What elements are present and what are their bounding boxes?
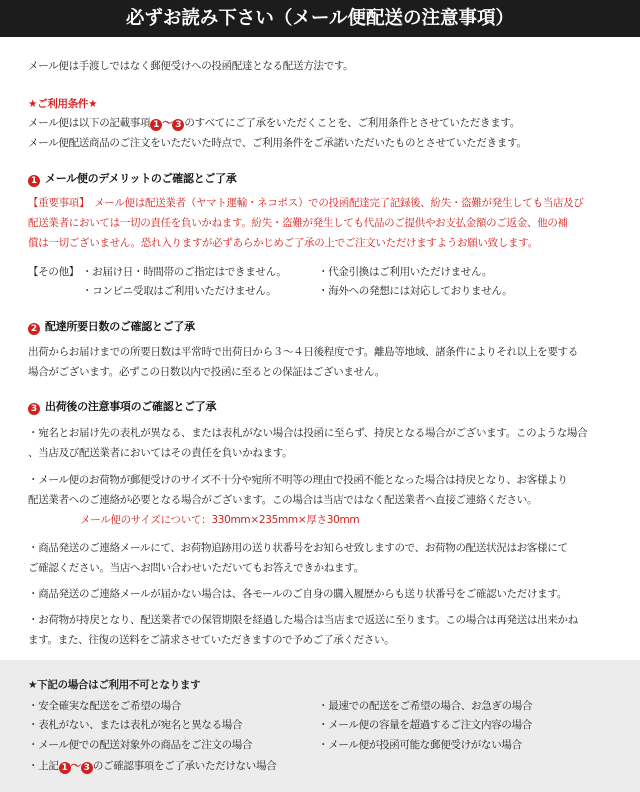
section-2-title: 配達所要日数のご確認とご了承 xyxy=(45,320,195,333)
number-1-icon: 1 xyxy=(59,762,71,774)
number-1-icon: 1 xyxy=(150,119,162,131)
unavailable-right-2: ・メール便の容量を超過するご注文内容の場合 xyxy=(318,719,532,731)
unavailable-left-2: ・表札がない、または表札が宛名と異なる場合 xyxy=(28,719,243,731)
section-3-heading xyxy=(28,398,216,415)
unavailable-last-post: のご確認事項をご了承いただけない場合 xyxy=(92,760,277,772)
number-2-icon: 2 xyxy=(28,323,40,335)
other-item-3: ・コンビニ受取はご利用いただけません。 xyxy=(82,285,277,297)
storage-note-line-1: ・お荷物が持戻となり、配送業者での保管期限を経過した場合は当店まで返送に至ります。この場合は再発送は出来かね xyxy=(28,614,578,626)
delivery-days-line-1: 出荷からお届けまでの所要日数は平常時で出荷日から３～４日後程度です。離島等地域、諸条件によりそれ以上を要する xyxy=(28,346,578,358)
size-note: メール便のサイズについて：330mm×235mm×厚さ30mm xyxy=(80,514,360,526)
section-1-title: メール便のデメリットのご確認とご了承 xyxy=(45,172,237,185)
important-line-3: 償は一切ございません。恐れ入りますが必ずあらかじめご了承の上でご注文いただけますようお願い致します。 xyxy=(28,237,538,249)
unavailable-left-1: ・安全確実な配送をご希望の場合 xyxy=(28,700,181,712)
important-line-2: 配送業者においては一切の責任を負いかねます。紛失・盗難が発生しても代品のご提供やお支払金額のご返金、他の補 xyxy=(28,217,568,229)
tracking-note-line-2: ご確認ください。当店へお問い合わせいただいてもお答えできかねます。 xyxy=(28,562,364,574)
other-label: 【その他】 xyxy=(28,266,79,278)
history-note: ・商品発送のご連絡メールが届かない場合は、各モールのご自身の購入履歴からも送り状番号をご確認いただけます。 xyxy=(28,588,567,600)
unavailable-heading: ★下記の場合はご利用不可となります xyxy=(28,679,201,691)
conditions-line-2: メール便配送商品のご注文をいただいた時点で、ご利用条件をご承諾いただいたものとさせていただきます。 xyxy=(28,137,527,149)
tracking-note-line-1: ・商品発送のご連絡メールにて、お荷物追跡用の送り状番号をお知らせ致しますので、お荷物の配送状況はお客様にて xyxy=(28,542,568,554)
unavailable-right-1: ・最速での配送をご希望の場合、お急ぎの場合 xyxy=(318,700,533,712)
number-3-icon: 3 xyxy=(172,119,184,131)
unavailable-last-pre: ・上記 xyxy=(28,760,59,772)
conditions-heading: ★ご利用条件★ xyxy=(28,98,98,110)
intro-text: メール便は手渡しではなく郵便受けへの投函配達となる配送方法です。 xyxy=(28,60,354,72)
unavailable-left-3: ・メール便での配送対象外の商品をご注文の場合 xyxy=(28,739,253,751)
other-item-4: ・海外への発想には対応しておりません。 xyxy=(318,285,513,297)
unavailable-right-3: ・メール便が投函可能な郵便受けがない場合 xyxy=(318,739,522,751)
number-1-icon: 1 xyxy=(28,175,40,187)
unavailable-last xyxy=(28,758,276,774)
delivery-days-line-2: 場合がございます。必ずこの日数以内で投函に至るとの保証はございません。 xyxy=(28,366,385,378)
conditions-line-1-post: のすべてにご了承をいただくことを、ご利用条件とさせていただきます。 xyxy=(184,117,520,129)
nameplate-note-line-2: 、当店及び配送業者においてはその責任を負いかねます。 xyxy=(28,447,293,459)
return-note-line-2: 配送業者へのご連絡が必要となる場合がございます。この場合は当店ではなく配送業者へ直接ご連絡ください。 xyxy=(28,494,538,506)
section-1-heading xyxy=(28,170,237,187)
nameplate-note-line-1: ・宛名とお届け先の表札が異なる、または表札がない場合は投函に至らず、持戻となる場合がございます。このような場合 xyxy=(28,427,588,439)
other-item-2: ・代金引換はご利用いただけません。 xyxy=(318,266,493,278)
page-title: 必ずお読み下さい（メール便配送の注意事項） xyxy=(0,0,640,37)
other-item-1: ・お届け日・時間帯のご指定はできません。 xyxy=(82,266,287,278)
conditions-line-1-pre: メール便は以下の記載事項 xyxy=(28,117,151,129)
conditions-line-1 xyxy=(28,115,520,131)
number-3-icon: 3 xyxy=(81,762,93,774)
return-note-line-1: ・メール便のお荷物が郵便受けのサイズ不十分や宛所不明等の理由で投函不能となった場合は持戻となり、お客様より xyxy=(28,474,568,486)
range-tilde: 〜 xyxy=(162,117,173,129)
section-3-title: 出荷後の注意事項のご確認とご了承 xyxy=(45,400,217,413)
range-tilde: 〜 xyxy=(70,760,81,772)
section-2-heading xyxy=(28,318,195,335)
number-3-icon: 3 xyxy=(28,403,40,415)
storage-note-line-2: ます。また、往復の送料をご請求させていただきますので予めご了承ください。 xyxy=(28,634,395,646)
important-line-1: 【重要事項】 メール便は配送業者（ヤマト運輸・ネコポス）での投函配達完了記録後、紛失・盗難が発生しても当店及び xyxy=(28,197,584,209)
